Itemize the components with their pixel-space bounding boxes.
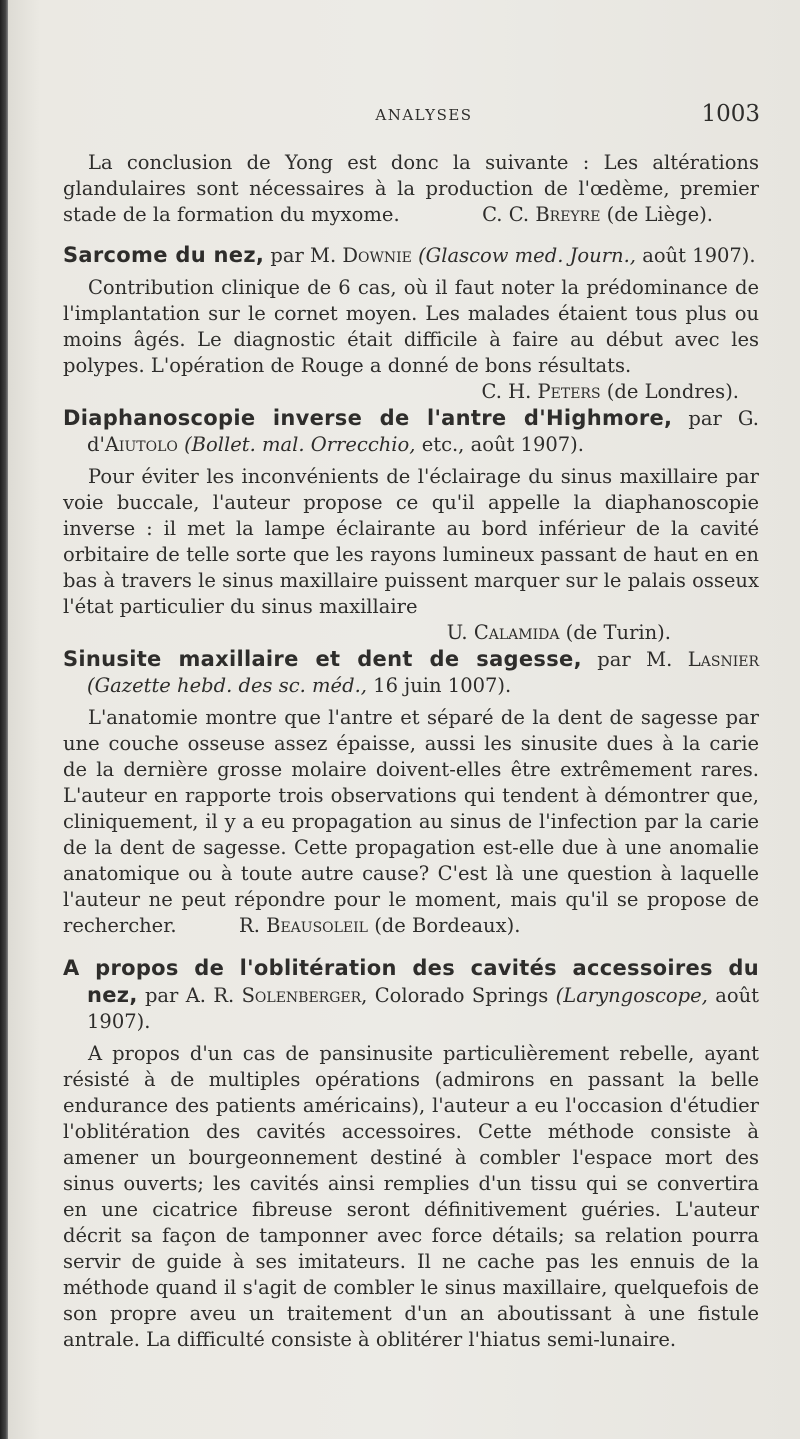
article-reference-date: etc., août 1907). xyxy=(421,433,584,456)
article-body: Pour éviter les inconvénients de l'éclairage du sinus maxillaire par voie buccale, l'auteur propose ce qu'il appelle la diaphanoscopie inverse : il met la lampe éclairante au bord inférieur de la cavité orbitaire de telle sorte que les rayons lumineux passant de haut en en bas à travers le sinus maxillaire puissent marquer sur le palais osseux l'état particulier du sinus maxillaire xyxy=(63,465,759,618)
article-reference-date: août 1907). xyxy=(642,244,756,267)
article-author: Downie xyxy=(342,244,412,267)
article-title: Diaphanoscopie inverse de l'antre d'Highmore, xyxy=(63,406,673,430)
article-reference: (Glascow med. Journ., xyxy=(418,244,636,267)
closing-paragraph xyxy=(63,150,759,228)
article-heading xyxy=(63,405,759,458)
signature-place: (de Turin). xyxy=(565,621,671,644)
article-author-place: , Colorado Springs xyxy=(361,984,549,1007)
signature-name: Calamida xyxy=(473,621,560,644)
article-title: A propos de l'oblitération des cavités accessoires du nez, xyxy=(63,956,759,1007)
article-by: par M. xyxy=(597,648,673,671)
article-body: Contribution clinique de 6 cas, où il faut noter la prédominance de l'implantation sur le cornet moyen. Les malades étaient tous plus ou moins âgés. Le diagnostic était difficile à faire au début avec les polypes. L'opération de Rouge a donné de bons résultats. xyxy=(63,276,759,377)
signature-place: (de Bordeaux). xyxy=(374,914,521,937)
article-author: Aiutolo xyxy=(104,433,178,456)
signature-place: (de Liège). xyxy=(606,203,714,226)
signature-initial-c: C. xyxy=(482,203,503,226)
signature-name: C. Breyre xyxy=(508,203,601,226)
article-reference-date: 16 juin 1007). xyxy=(373,674,512,697)
article-title: Sarcome du nez, xyxy=(63,243,265,267)
article-title: Sinusite maxillaire et dent de sagesse, xyxy=(63,647,582,671)
article-reference: (Gazette hebd. des sc. méd., xyxy=(87,674,367,697)
signature-name: Beausoleil xyxy=(266,914,368,937)
article-reference: (Bollet. mal. Orrecchio, xyxy=(184,433,416,456)
article-body xyxy=(63,705,759,939)
signature-initial: U. xyxy=(446,621,468,644)
article-by: par A. R. xyxy=(144,984,235,1007)
article-heading xyxy=(63,646,759,699)
article-heading xyxy=(63,242,759,269)
article-author-prefix: G. d' xyxy=(87,407,760,456)
closing-paragraph-text: La conclusion de Yong est donc la suivante : Les altérations glandulaires sont nécessaires à la production de l'œdème, premier stade de la formation du myxome. xyxy=(63,151,759,226)
article-author: Lasnier xyxy=(687,648,759,671)
signature-initials: C. H. xyxy=(481,380,532,403)
article-by: par M. xyxy=(270,244,337,267)
signature-initial: R. xyxy=(239,914,260,937)
signature-name: Peters xyxy=(537,380,601,403)
article-by: par xyxy=(688,407,722,430)
signature-place: (de Londres). xyxy=(606,380,739,403)
article-reference-date: août 1907). xyxy=(87,984,759,1033)
running-head-title: ANALYSES xyxy=(375,106,473,124)
article-reference: (Laryngoscope, xyxy=(555,984,708,1007)
page-content xyxy=(63,150,759,1353)
article-body-text: L'anatomie montre que l'antre et séparé de la dent de sagesse par une couche osseuse assez épaisse, aussi les sinusite dues à la carie de la dernière grosse molaire doivent-elles être extrêmement rares. L'auteur en rapporte trois observations qui tendent à démontrer que, cliniquement, il y a eu propagation au sinus de l'infection par la carie de la dent de sagesse. Cette propagation est-elle due à une anomalie anatomique ou à toute autre cause? C'est là une question à laquelle l'auteur ne peut répondre pour le moment, mais qu'il se propose de rechercher. xyxy=(63,706,759,937)
article-body: A propos d'un cas de pansinusite particulièrement rebelle, ayant résisté à de multiples opérations (admirons en passant la belle endurance des patients américains), l'auteur a eu l'occasion d'étudier l'oblitération des cavités accessoires. Cette méthode consiste à amener un bourgeonnement destiné à combler l'espace mort des sinus ouverts; les cavités ainsi remplies d'un tissu qui se convertira en une cicatrice fibreuse seront définitivement guéries. L'auteur décrit sa façon de tamponner avec force détails; sa relation pourra servir de guide à ses imitateurs. Il ne cache pas les ennuis de la méthode quand il s'agit de combler le sinus maxillaire, quelquefois de son propre aveu un traitement d'un an aboutissant à une fistule antrale. La difficulté consiste à oblitérer l'hiatus semi-lunaire. xyxy=(63,1042,759,1351)
article-signature xyxy=(63,620,759,646)
article-heading xyxy=(63,955,759,1035)
article-signature xyxy=(63,379,759,405)
page-number: 1003 xyxy=(701,101,760,127)
article-author: Solenberger xyxy=(241,984,362,1007)
